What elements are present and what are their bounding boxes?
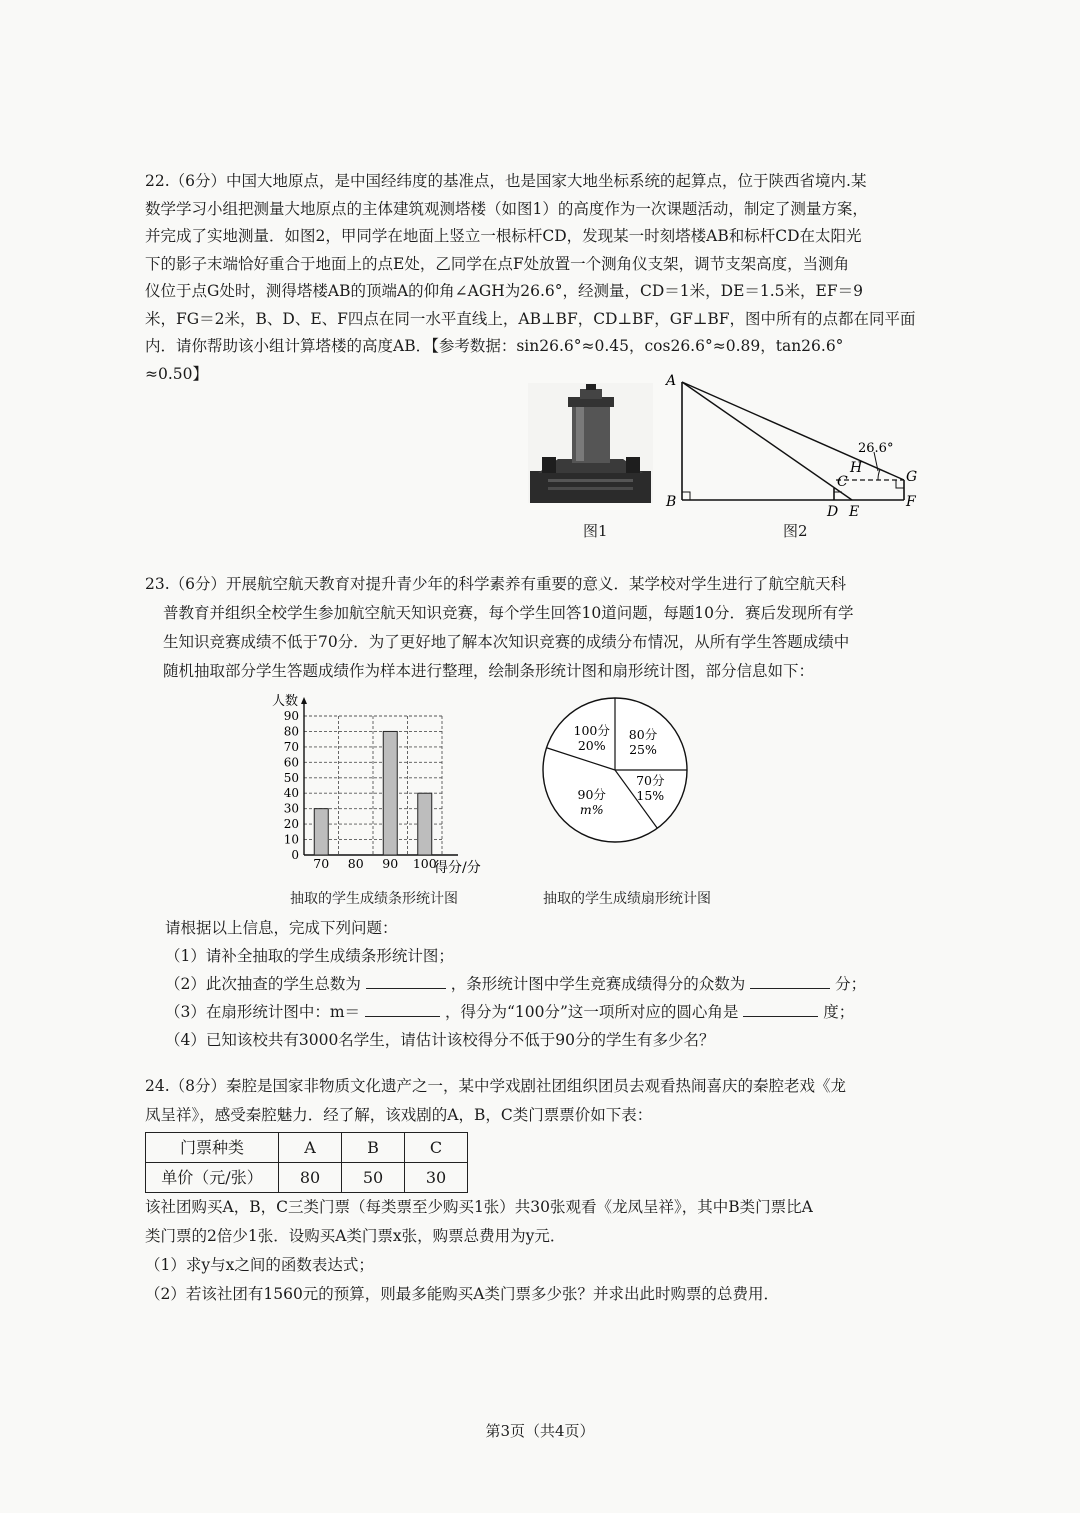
q24-line: （2）若该社团有1560元的预算，则最多能购买A类门票多少张？并求出此时购票的总费用． [145,1285,780,1303]
pie-slice-label: 80分 [628,726,658,742]
q23-line: 23.（6分）开展航空航天教育对提升青少年的科学素养有重要的意义．某学校对学生进行了航空航天科 [145,575,847,593]
q23-prompt: 请根据以上信息，完成下列问题： [165,919,398,937]
x-tick-label: 70 [313,856,330,871]
price-table-row [146,1163,468,1193]
question-24 [145,1072,945,1309]
q24-line: 凤呈祥》，感受秦腔魅力．经了解，该戏剧的A，B，C类门票票价如下表： [145,1106,653,1124]
pie-chart-title: 抽取的学生成绩扇形统计图 [543,891,711,907]
table-cell: A [279,1133,342,1163]
q22-line: 内．请你帮助该小组计算塔楼的高度AB．【参考数据：sin26.6°≈0.45，cos26.6°≈0.89，tan26.6° [145,337,844,355]
price-table-header [146,1133,468,1163]
q24-line: 类门票的2倍少1张．设购买A类门票x张，购票总费用为y元． [145,1227,566,1245]
q23-line: 普教育并组织全校学生参加航空航天知识竞赛，每个学生回答10道问题，每题10分．赛后发现所有学 [163,604,854,622]
bar-100 [418,793,432,855]
q22-line: 并完成了实地测量．如图2，甲同学在地面上竖立一根标杆CD，发现某一时刻塔楼AB和标杆CD在太阳光 [145,227,862,245]
y-tick-label: 40 [283,786,299,801]
q23-line: 随机抽取部分学生答题成绩作为样本进行整理，绘制条形统计图和扇形统计图，部分信息如下： [163,662,815,680]
y-tick-label: 90 [283,709,299,723]
table-cell: 30 [405,1163,468,1193]
label-c: C [837,474,848,490]
label-b: B [666,494,677,510]
q23-task-1: （1）请补全抽取的学生成绩条形统计图； [165,947,454,965]
pie-slice-value: 15% [636,787,665,803]
label-h: H [850,460,863,476]
fig2-caption: 图2 [783,522,808,540]
y-tick-label: 60 [283,755,299,770]
q24-line: 该社团购买A，B，C三类门票（每类票至少购买1张）共30张观看《龙凤呈祥》，其中B类门票比A [145,1198,813,1216]
segment-ae [682,382,852,500]
pie-slice-label: 100分 [573,722,610,738]
y-tick-label: 50 [283,770,299,785]
y-tick-label: 20 [283,817,299,832]
q22-line: ≈0.50】 [145,364,208,383]
answer-blank[interactable] [365,1002,440,1017]
q23-task-4: （4）已知该校共有3000名学生，请估计该校得分不低于90分的学生有多少名？ [165,1031,715,1049]
label-g: G [906,469,918,485]
bar-chart [262,688,502,878]
q22-line: 仪位于点G处时，测得塔楼AB的顶端A的仰角∠AGH为26.6°，经测量，CD＝1米，DE＝1.5米，EF＝9 [145,282,863,300]
bar-ylabel: 人数 [272,694,299,709]
label-angle: 26.6° [858,441,894,456]
table-cell: 门票种类 [146,1133,279,1163]
table-cell: 单价（元/张） [146,1163,279,1193]
y-axis-arrow [301,697,307,704]
label-d: D [827,504,839,520]
table-cell: 80 [279,1163,342,1193]
pie-slice-value: 20% [577,737,606,753]
q23-tasks [165,914,955,1054]
label-e: E [849,504,860,520]
label-f: F [906,494,916,510]
price-table [145,1132,468,1193]
pie-slice-label: 90分 [577,787,606,803]
question-22 [145,168,945,388]
label-a: A [666,373,677,389]
table-cell: 50 [342,1163,405,1193]
q24-line: 24.（8分）秦腔是国家非物质文化遗产之一，某中学戏剧社团组织团员去观看热闹喜庆的秦腔老戏《龙 [145,1077,847,1095]
y-tick-label: 70 [283,739,299,754]
bar-chart-title: 抽取的学生成绩条形统计图 [290,891,458,907]
q22-line: 米，FG＝2米，B、D、E、F四点在同一水平直线上，AB⊥BF，CD⊥BF，GF⊥BF，图中所有的点都在同平面 [145,309,916,328]
question-23 [145,570,945,686]
pie-chart [535,690,695,855]
answer-blank[interactable] [750,974,830,989]
q23-task-2: （2）此次抽查的学生总数为 ，条形统计图中学生竞赛成绩得分的众数为 分； [165,975,867,993]
table-cell: B [342,1133,405,1163]
table-cell: C [405,1133,468,1163]
y-tick-label: 0 [291,848,299,862]
fig1-caption: 图1 [583,522,608,540]
y-tick-label: 80 [283,724,299,739]
y-tick-label: 30 [283,801,299,816]
x-tick-label: 100 [412,856,437,871]
q23-line: 生知识竞赛成绩不低于70分．为了更好地了解本次知识竞赛的成绩分布情况，从所有学生答题成绩中 [163,633,850,651]
y-tick-label: 10 [283,832,299,847]
bar-70 [314,809,328,855]
q22-line: 下的影子末端恰好重合于地面上的点E处，乙同学在点F处放置一个测角仪支架，调节支架高度，当测角 [145,254,850,273]
q22-line: 数学学习小组把测量大地原点的主体建筑观测塔楼（如图1）的高度作为一次课题活动，制定了测量方案， [145,199,868,218]
tower-photo [528,383,653,503]
q23-task-3: （3）在扇形统计图中：m＝ ，得分为“100分”这一项所对应的圆心角是 度； [165,1003,855,1021]
pie-slice-value: 25% [629,741,657,757]
page-footer: 第3页（共4页） [485,1422,595,1440]
pie-slice-value: m% [579,802,604,818]
x-tick-label: 80 [347,856,364,871]
pie-slice-label: 70分 [636,772,665,788]
answer-blank[interactable] [366,974,446,989]
answer-blank[interactable] [743,1002,818,1017]
geometry-figure [660,370,925,520]
q24-line: （1）求y与x之间的函数表达式； [145,1256,374,1274]
bar-90 [383,731,397,855]
bar-xlabel: 得分/分 [434,860,481,876]
segment-ag [682,382,904,480]
q22-line: 22.（6分）中国大地原点，是中国经纬度的基准点，也是国家大地坐标系统的起算点，位于陕西省境内.某 [145,172,867,190]
x-tick-label: 90 [382,856,399,871]
